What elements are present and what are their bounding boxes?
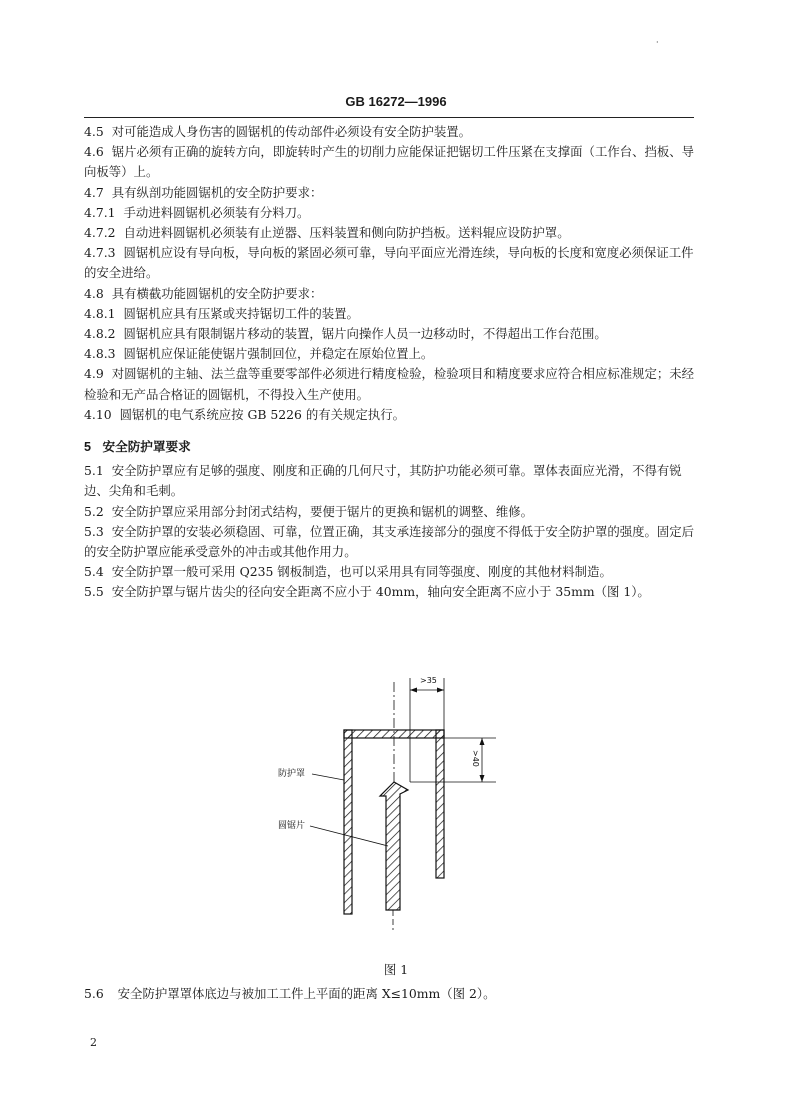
clause-text: 安全防护罩的安装必须稳固、可靠，位置正确，其支承连接部分的强度不得低于安全防护罩的强度。固定后的安全防护罩应能承受意外的冲击或其他作用力。 bbox=[84, 523, 695, 560]
section-heading bbox=[84, 437, 696, 457]
clause-text: 自动进料圆锯机必须装有止逆器、压料装置和侧向防护挡板。送料辊应设防护罩。 bbox=[123, 225, 570, 241]
clause-text: 安全防护罩罩体底边与被加工工件上平面的距离 X≤10mm（图 2）。 bbox=[117, 986, 496, 1001]
clause-number: 5.3 bbox=[84, 523, 104, 539]
clauses-section-4 bbox=[84, 122, 696, 425]
clause-text: 圆锯机应设有导向板，导向板的紧固必须可靠，导向平面应光滑连续，导向板的长度和宽度必须保证工件的安全进给。 bbox=[84, 245, 694, 281]
figure-1-drawing bbox=[260, 664, 510, 956]
clauses-section-5 bbox=[84, 461, 696, 602]
clause-text: 对可能造成人身伤害的圆锯机的传动部件必须设有安全防护装置。 bbox=[111, 124, 472, 139]
clause-number: 4.8 bbox=[84, 285, 104, 301]
clause-number: 4.7.3 bbox=[84, 245, 116, 261]
clause-number: 4.9 bbox=[84, 366, 104, 382]
axial-dimension-label: >35 bbox=[420, 676, 437, 685]
clause-5-6 bbox=[84, 984, 696, 1004]
clause bbox=[84, 304, 696, 324]
clause-number: 5.1 bbox=[84, 463, 104, 479]
radial-dimension-label: >40 bbox=[471, 750, 480, 767]
clause-text: 圆锯机的电气系统应按 GB 5226 的有关规定执行。 bbox=[119, 406, 405, 422]
clause-text: 安全防护罩一般可采用 Q235 钢板制造，也可以采用具有同等强度、刚度的其他材料制造。 bbox=[111, 564, 612, 580]
clause-number: 4.8.1 bbox=[84, 305, 116, 321]
guard-right-wall bbox=[436, 730, 444, 878]
figure-1-caption: 图 1 bbox=[383, 962, 409, 977]
clause bbox=[84, 284, 696, 304]
clause bbox=[84, 502, 696, 522]
figure-1 bbox=[260, 664, 510, 960]
clause-text: 具有纵剖功能圆锯机的安全防护要求： bbox=[111, 184, 323, 200]
clause-number: 4.7.1 bbox=[84, 204, 116, 220]
clause bbox=[84, 122, 696, 142]
clause-number: 4.5 bbox=[84, 124, 104, 139]
clause-number: 4.10 bbox=[84, 406, 112, 422]
clause-number: 4.8.2 bbox=[84, 326, 116, 342]
clause-number: 5.2 bbox=[84, 503, 104, 519]
clause-number: 4.8.3 bbox=[84, 346, 116, 362]
saw-blade bbox=[380, 782, 408, 910]
clause bbox=[84, 405, 696, 425]
page-header: GB 16272—1996 bbox=[345, 94, 447, 109]
clause-number: 4.6 bbox=[84, 144, 104, 160]
clause bbox=[84, 522, 696, 562]
clause bbox=[84, 344, 696, 364]
clause-number: 4.7.2 bbox=[84, 225, 116, 241]
clause bbox=[84, 582, 696, 602]
clause-number: 5.5 bbox=[84, 584, 104, 600]
clause-text: 圆锯机应具有限制锯片移动的装置，锯片向操作人员一边移动时，不得超出工作台范围。 bbox=[123, 326, 607, 342]
clause bbox=[84, 203, 696, 223]
header-rule bbox=[84, 117, 694, 118]
clause-text: 安全防护罩应采用部分封闭式结构，要便于锯片的更换和锯机的调整、维修。 bbox=[111, 503, 533, 519]
clause bbox=[84, 183, 696, 203]
clause bbox=[84, 243, 696, 283]
corner-mark: · bbox=[656, 38, 659, 47]
clause-text: 锯片必须有正确的旋转方向，即旋转时产生的切削力应能保证把锯切工件压紧在支撑面（工作台、挡板、导向板等）上。 bbox=[84, 144, 695, 180]
clause bbox=[84, 142, 696, 182]
clause bbox=[84, 364, 696, 404]
clause-number: 5.6 bbox=[84, 986, 104, 1001]
blade-label: 圆锯片 bbox=[278, 821, 306, 831]
clause-text: 手动进料圆锯机必须装有分料刀。 bbox=[123, 204, 310, 220]
clause-text: 对圆锯机的主轴、法兰盘等重要零部件必须进行精度检验，检验项目和精度要求应符合相应标准规定；未经检验和无产品合格证的圆锯机，不得投入生产使用。 bbox=[84, 366, 695, 402]
clause bbox=[84, 562, 696, 582]
guard-left-wall bbox=[344, 730, 352, 914]
guard-label: 防护罩 bbox=[278, 769, 306, 779]
clause-number: 5.4 bbox=[84, 564, 104, 580]
clause-text: 具有横截功能圆锯机的安全防护要求： bbox=[111, 285, 323, 301]
clause bbox=[84, 223, 696, 243]
section-number: 5 bbox=[84, 440, 92, 455]
clause-text: 安全防护罩与锯片齿尖的径向安全距离不应小于 40mm，轴向安全距离不应小于 35mm（图 1）。 bbox=[111, 584, 650, 600]
page-number: 2 bbox=[90, 1036, 97, 1049]
section-title: 安全防护罩要求 bbox=[102, 440, 191, 455]
clause-text: 圆锯机应具有压紧或夹持锯切工件的装置。 bbox=[123, 305, 359, 321]
clause bbox=[84, 324, 696, 344]
clause-text: 圆锯机应保证能使锯片强制回位，并稳定在原始位置上。 bbox=[123, 346, 434, 362]
clause-text: 安全防护罩应有足够的强度、刚度和正确的几何尺寸，其防护功能必须可靠。罩体表面应光滑，不得有锐边、尖角和毛刺。 bbox=[84, 463, 682, 499]
guard-leader bbox=[312, 774, 344, 780]
clause bbox=[84, 461, 696, 501]
clause-number: 4.7 bbox=[84, 184, 104, 200]
document-body bbox=[84, 122, 696, 603]
